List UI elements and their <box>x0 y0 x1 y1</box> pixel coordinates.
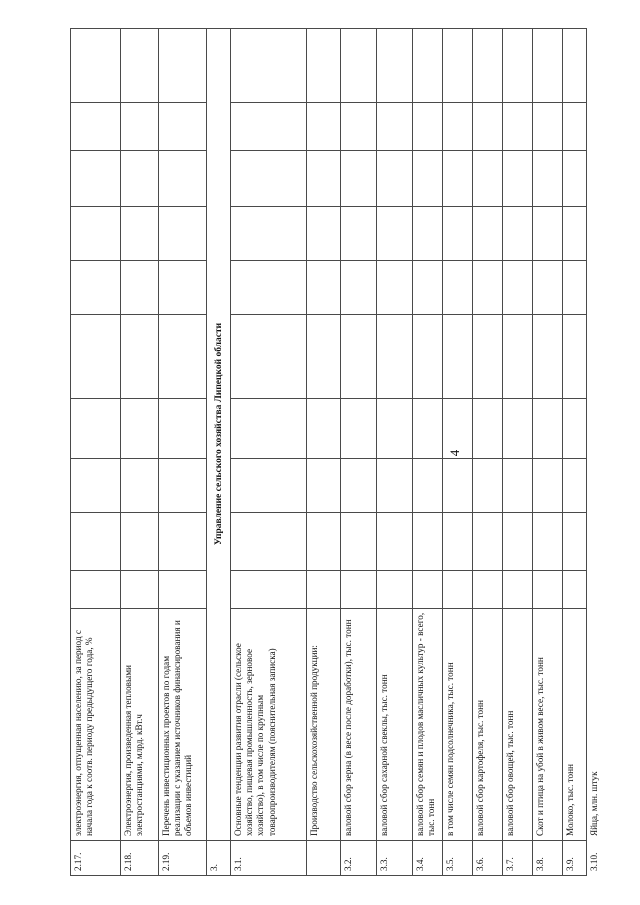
column-border <box>472 150 503 151</box>
column-border <box>340 28 377 29</box>
column-border <box>502 608 533 609</box>
column-border <box>340 260 377 261</box>
column-border <box>562 260 587 261</box>
column-border <box>502 570 533 571</box>
column-border <box>532 512 563 513</box>
column-border <box>120 512 159 513</box>
column-border <box>230 260 307 261</box>
column-border <box>230 458 307 459</box>
column-border <box>562 512 587 513</box>
column-border <box>306 608 341 609</box>
column-border <box>376 875 413 876</box>
column-border <box>70 458 121 459</box>
row-border <box>586 28 587 875</box>
column-border <box>532 875 563 876</box>
column-border <box>376 102 413 103</box>
column-border <box>502 398 533 399</box>
column-border <box>442 608 473 609</box>
column-border <box>472 206 503 207</box>
column-border <box>502 102 533 103</box>
column-border <box>442 260 473 261</box>
column-border <box>120 102 159 103</box>
row-number: 3.1. <box>233 857 243 871</box>
column-border <box>340 512 377 513</box>
column-border <box>120 458 159 459</box>
column-border <box>412 260 443 261</box>
column-border <box>532 570 563 571</box>
column-border <box>502 28 533 29</box>
row-number: 2.19. <box>161 852 171 871</box>
row-label: Производство сельскохозяйственной продукции: <box>309 645 319 836</box>
column-border <box>532 260 563 261</box>
column-border <box>502 260 533 261</box>
column-border <box>376 398 413 399</box>
column-border <box>442 206 473 207</box>
row-number: 3.3. <box>379 857 389 871</box>
column-border <box>306 28 341 29</box>
column-border <box>230 314 307 315</box>
column-border <box>306 875 341 876</box>
row-label: валовой сбор картофеля, тыс. тонн <box>475 700 485 836</box>
row-number: 2.18. <box>123 852 133 871</box>
column-border <box>562 314 587 315</box>
column-border <box>376 150 413 151</box>
row-border <box>206 28 207 875</box>
column-border <box>376 206 413 207</box>
column-border <box>70 398 121 399</box>
column-border <box>340 608 377 609</box>
column-border <box>206 28 231 29</box>
column-border <box>158 458 207 459</box>
column-border <box>158 102 207 103</box>
column-border <box>412 458 443 459</box>
column-border <box>532 458 563 459</box>
row-label: Перечень инвестиционных проектов по годам реализации с указанием источников финансирования и объемов инвестиций <box>161 620 194 836</box>
column-border <box>412 314 443 315</box>
column-border <box>502 314 533 315</box>
column-border <box>120 398 159 399</box>
column-border <box>532 206 563 207</box>
column-border <box>442 570 473 571</box>
column-border <box>442 102 473 103</box>
column-border <box>472 570 503 571</box>
column-border <box>562 206 587 207</box>
row-border <box>532 28 533 875</box>
row-number: 3.8. <box>535 857 545 871</box>
column-border <box>376 28 413 29</box>
column-border <box>412 875 443 876</box>
column-border <box>70 102 121 103</box>
column-border <box>306 314 341 315</box>
row-number: 3.4. <box>415 857 425 871</box>
column-border <box>376 260 413 261</box>
row-border <box>472 28 473 875</box>
column-border <box>306 512 341 513</box>
row-number: 2.17. <box>73 852 83 871</box>
column-border <box>562 102 587 103</box>
column-border <box>442 314 473 315</box>
column-border <box>532 28 563 29</box>
column-border <box>306 398 341 399</box>
column-border <box>230 150 307 151</box>
column-border <box>70 260 121 261</box>
column-border <box>230 608 307 609</box>
column-border <box>442 458 473 459</box>
column-border <box>412 570 443 571</box>
data-table <box>70 28 599 875</box>
column-border <box>412 608 443 609</box>
column-border <box>562 875 587 876</box>
column-border <box>120 570 159 571</box>
column-border <box>120 206 159 207</box>
row-label: электроэнергия, отпущенная населению, за период с начала года к соотв. периоду предыдущего года, % <box>73 630 95 836</box>
column-border <box>306 260 341 261</box>
column-border <box>412 102 443 103</box>
column-border <box>442 150 473 151</box>
column-border <box>532 102 563 103</box>
column-border <box>562 28 587 29</box>
column-border <box>158 150 207 151</box>
column-border <box>70 840 586 841</box>
row-border <box>340 28 341 875</box>
column-border <box>70 314 121 315</box>
column-border <box>206 875 231 876</box>
column-border <box>340 150 377 151</box>
column-border <box>306 206 341 207</box>
column-border <box>158 314 207 315</box>
column-border <box>532 608 563 609</box>
row-label: Молоко, тыс. тонн <box>565 764 575 836</box>
column-border <box>472 608 503 609</box>
column-border <box>158 570 207 571</box>
column-border <box>340 206 377 207</box>
column-border <box>502 150 533 151</box>
column-border <box>70 512 121 513</box>
row-border <box>306 28 307 875</box>
row-number: 3.2. <box>343 857 353 871</box>
column-border <box>442 875 473 876</box>
column-border <box>120 260 159 261</box>
column-border <box>158 398 207 399</box>
column-border <box>532 150 563 151</box>
column-border <box>306 102 341 103</box>
row-number: 3.7. <box>505 857 515 871</box>
column-border <box>472 102 503 103</box>
row-label: в том числе семян подсолнечника, тыс. тонн <box>445 662 455 836</box>
column-border <box>340 458 377 459</box>
column-border <box>120 608 159 609</box>
column-border <box>502 875 533 876</box>
row-label: валовой сбор зерна (в весе после доработки), тыс. тонн <box>343 619 353 836</box>
column-border <box>340 570 377 571</box>
column-border <box>472 28 503 29</box>
column-border <box>376 458 413 459</box>
column-border <box>158 512 207 513</box>
row-label: Электроэнергия, произведенная тепловыми электростанциями, млрд. кВт.ч <box>123 665 145 836</box>
column-border <box>442 512 473 513</box>
column-border <box>340 102 377 103</box>
section-number: 3. <box>209 864 219 871</box>
column-border <box>230 512 307 513</box>
column-border <box>562 398 587 399</box>
column-border <box>340 875 377 876</box>
section-title: Управление сельского хозяйства Липецкой области <box>214 322 224 546</box>
column-border <box>562 150 587 151</box>
column-border <box>70 570 121 571</box>
column-border <box>562 608 587 609</box>
column-border <box>70 206 121 207</box>
row-number: 3.5. <box>445 857 455 871</box>
column-border <box>442 398 473 399</box>
column-border <box>230 102 307 103</box>
row-border <box>376 28 377 875</box>
row-border <box>442 28 443 875</box>
column-border <box>472 512 503 513</box>
row-border <box>158 28 159 875</box>
page-number: 4 <box>447 449 462 457</box>
row-border <box>562 28 563 875</box>
column-border <box>120 28 159 29</box>
row-number: 3.9. <box>565 857 575 871</box>
column-border <box>376 512 413 513</box>
column-border <box>376 570 413 571</box>
column-border <box>442 28 473 29</box>
column-border <box>158 875 207 876</box>
column-border <box>70 875 121 876</box>
column-border <box>70 150 121 151</box>
column-border <box>562 570 587 571</box>
column-border <box>340 314 377 315</box>
row-label: валовой сбор семян и плодов масличных культур - всего, тыс. тонн <box>415 612 437 836</box>
column-border <box>120 314 159 315</box>
row-border <box>230 28 231 875</box>
column-border <box>562 458 587 459</box>
column-border <box>158 206 207 207</box>
column-border <box>230 28 307 29</box>
column-border <box>412 398 443 399</box>
column-border <box>502 458 533 459</box>
row-number: 3.10. <box>589 852 599 871</box>
row-border <box>120 28 121 875</box>
row-border <box>502 28 503 875</box>
column-border <box>412 28 443 29</box>
column-border <box>306 570 341 571</box>
row-label: Основные тенденции развития отрасли (сельское хозяйство, пищевая промышленность, зерновое хозяйство), в том числе по крупным товаропроизводителям (пояснительная записка) <box>233 643 277 836</box>
column-border <box>230 570 307 571</box>
column-border <box>70 28 121 29</box>
row-label: Яйца, млн. штук <box>589 771 599 836</box>
row-border <box>412 28 413 875</box>
row-label: валовой сбор сахарной свеклы, тыс. тонн <box>379 674 389 836</box>
column-border <box>472 260 503 261</box>
row-border <box>70 28 71 875</box>
column-border <box>412 150 443 151</box>
column-border <box>472 398 503 399</box>
column-border <box>230 875 307 876</box>
column-border <box>532 314 563 315</box>
column-border <box>340 398 377 399</box>
row-label: валовой сбор овощей, тыс. тонн <box>505 710 515 836</box>
column-border <box>120 875 159 876</box>
column-border <box>412 206 443 207</box>
column-border <box>502 512 533 513</box>
column-border <box>412 512 443 513</box>
column-border <box>472 875 503 876</box>
column-border <box>306 150 341 151</box>
column-border <box>158 28 207 29</box>
column-border <box>472 314 503 315</box>
column-border <box>532 398 563 399</box>
column-border <box>70 608 121 609</box>
column-border <box>472 458 503 459</box>
column-border <box>158 260 207 261</box>
column-border <box>376 314 413 315</box>
row-number: 3.6. <box>475 857 485 871</box>
row-label: Скот и птица на убой в живом весе, тыс. тонн <box>535 657 545 836</box>
column-border <box>376 608 413 609</box>
column-border <box>306 458 341 459</box>
column-border <box>502 206 533 207</box>
column-border <box>230 398 307 399</box>
column-border <box>230 206 307 207</box>
column-border <box>120 150 159 151</box>
column-border <box>158 608 207 609</box>
